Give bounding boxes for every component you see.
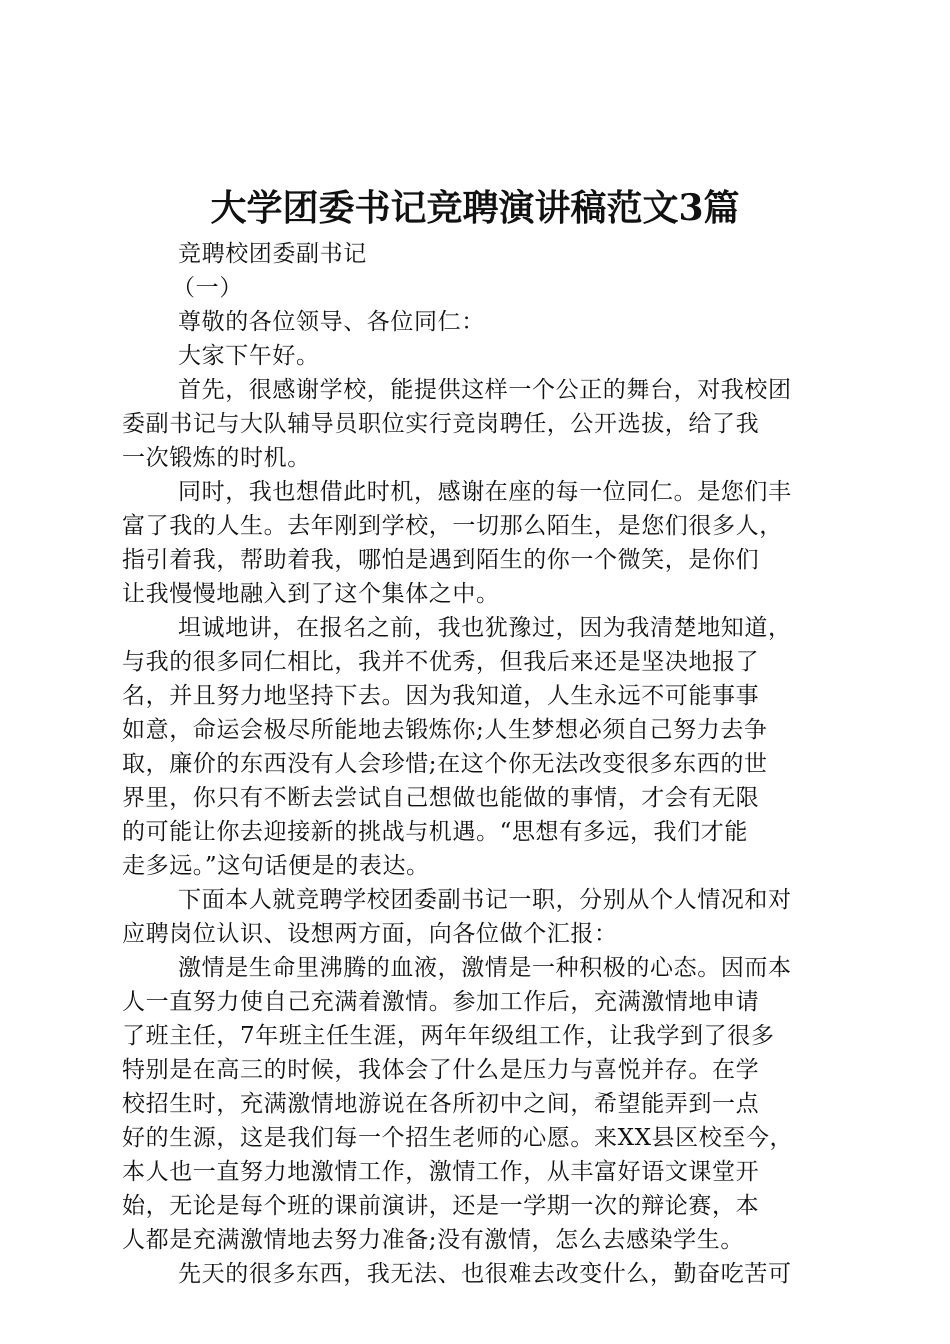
paragraph-line: 名，并且努力地坚持下去。因为我知道，人生永远不可能事事 — [122, 683, 760, 709]
paragraph-line: 指引着我，帮助着我，哪怕是遇到陌生的你一个微笑，是你们 — [122, 547, 760, 573]
paragraph-line: 始，无论是每个班的课前演讲，还是一学期一次的辩论赛，本 — [122, 1193, 760, 1219]
paragraph-line: 的可能让你去迎接新的挑战与机遇。“思想有多远，我们才能 — [122, 819, 748, 845]
document-body — [122, 237, 842, 1291]
paragraph-line: 走多远。”这句话便是的表达。 — [122, 853, 430, 879]
paragraph-line: 富了我的人生。去年刚到学校，一切那么陌生，是您们很多人， — [122, 513, 783, 539]
paragraph-line: 激情是生命里沸腾的血液，激情是一种积极的心态。因而本 — [178, 955, 792, 981]
paragraph-line: 下面本人就竞聘学校团委副书记一职，分别从个人情况和对 — [178, 887, 792, 913]
paragraph-line: 大家下午好。 — [178, 343, 320, 369]
paragraph-line: 坦诚地讲，在报名之前，我也犹豫过，因为我清楚地知道， — [178, 615, 792, 641]
paragraph-line: 同时，我也想借此时机，感谢在座的每一位同仁。是您们丰 — [178, 479, 792, 505]
paragraph-line: 尊敬的各位领导、各位同仁： — [178, 309, 485, 335]
paragraph-line: 了班主任，7年班主任生涯，两年年级组工作，让我学到了很多 — [122, 1023, 775, 1049]
paragraph-line: 特别是在高三的时候，我体会了什么是压力与喜悦并存。在学 — [122, 1057, 760, 1083]
paragraph-line: 本人也一直努力地激情工作，激情工作，从丰富好语文课堂开 — [122, 1159, 760, 1185]
paragraph-line: 人都是充满激情地去努力准备;没有激情，怎么去感染学生。 — [122, 1227, 744, 1253]
paragraph-line: （一） — [172, 275, 243, 301]
paragraph-line: 一次锻炼的时机。 — [122, 445, 311, 471]
paragraph-line: 竞聘校团委副书记 — [178, 241, 367, 267]
paragraph-line: 人一直努力使自己充满着激情。参加工作后，充满激情地申请 — [122, 989, 760, 1015]
paragraph-line: 取，廉价的东西没有人会珍惜;在这个你无法改变很多东西的世 — [122, 751, 768, 777]
paragraph-line: 让我慢慢地融入到了这个集体之中。 — [122, 581, 500, 607]
paragraph-line: 先天的很多东西，我无法、也很难去改变什么，勤奋吃苦可 — [178, 1261, 792, 1287]
paragraph-line: 委副书记与大队辅导员职位实行竞岗聘任，公开选拔，给了我 — [122, 411, 760, 437]
paragraph-line: 校招生时，充满激情地游说在各所初中之间，希望能弄到一点 — [122, 1091, 760, 1117]
document-title: 大学团委书记竞聘演讲稿范文3篇 — [210, 187, 740, 229]
paragraph-line: 应聘岗位认识、设想两方面，向各位做个汇报： — [122, 921, 618, 947]
paragraph-line: 好的生源，这是我们每一个招生老师的心愿。来XX县区校至今， — [122, 1125, 794, 1151]
paragraph-line: 如意，命运会极尽所能地去锻炼你;人生梦想必须自己努力去争 — [122, 717, 768, 743]
paragraph-line: 界里，你只有不断去尝试自己想做也能做的事情，才会有无限 — [122, 785, 760, 811]
paragraph-line: 首先，很感谢学校，能提供这样一个公正的舞台，对我校团 — [178, 377, 792, 403]
paragraph-line: 与我的很多同仁相比，我并不优秀，但我后来还是坚决地报了 — [122, 649, 760, 675]
